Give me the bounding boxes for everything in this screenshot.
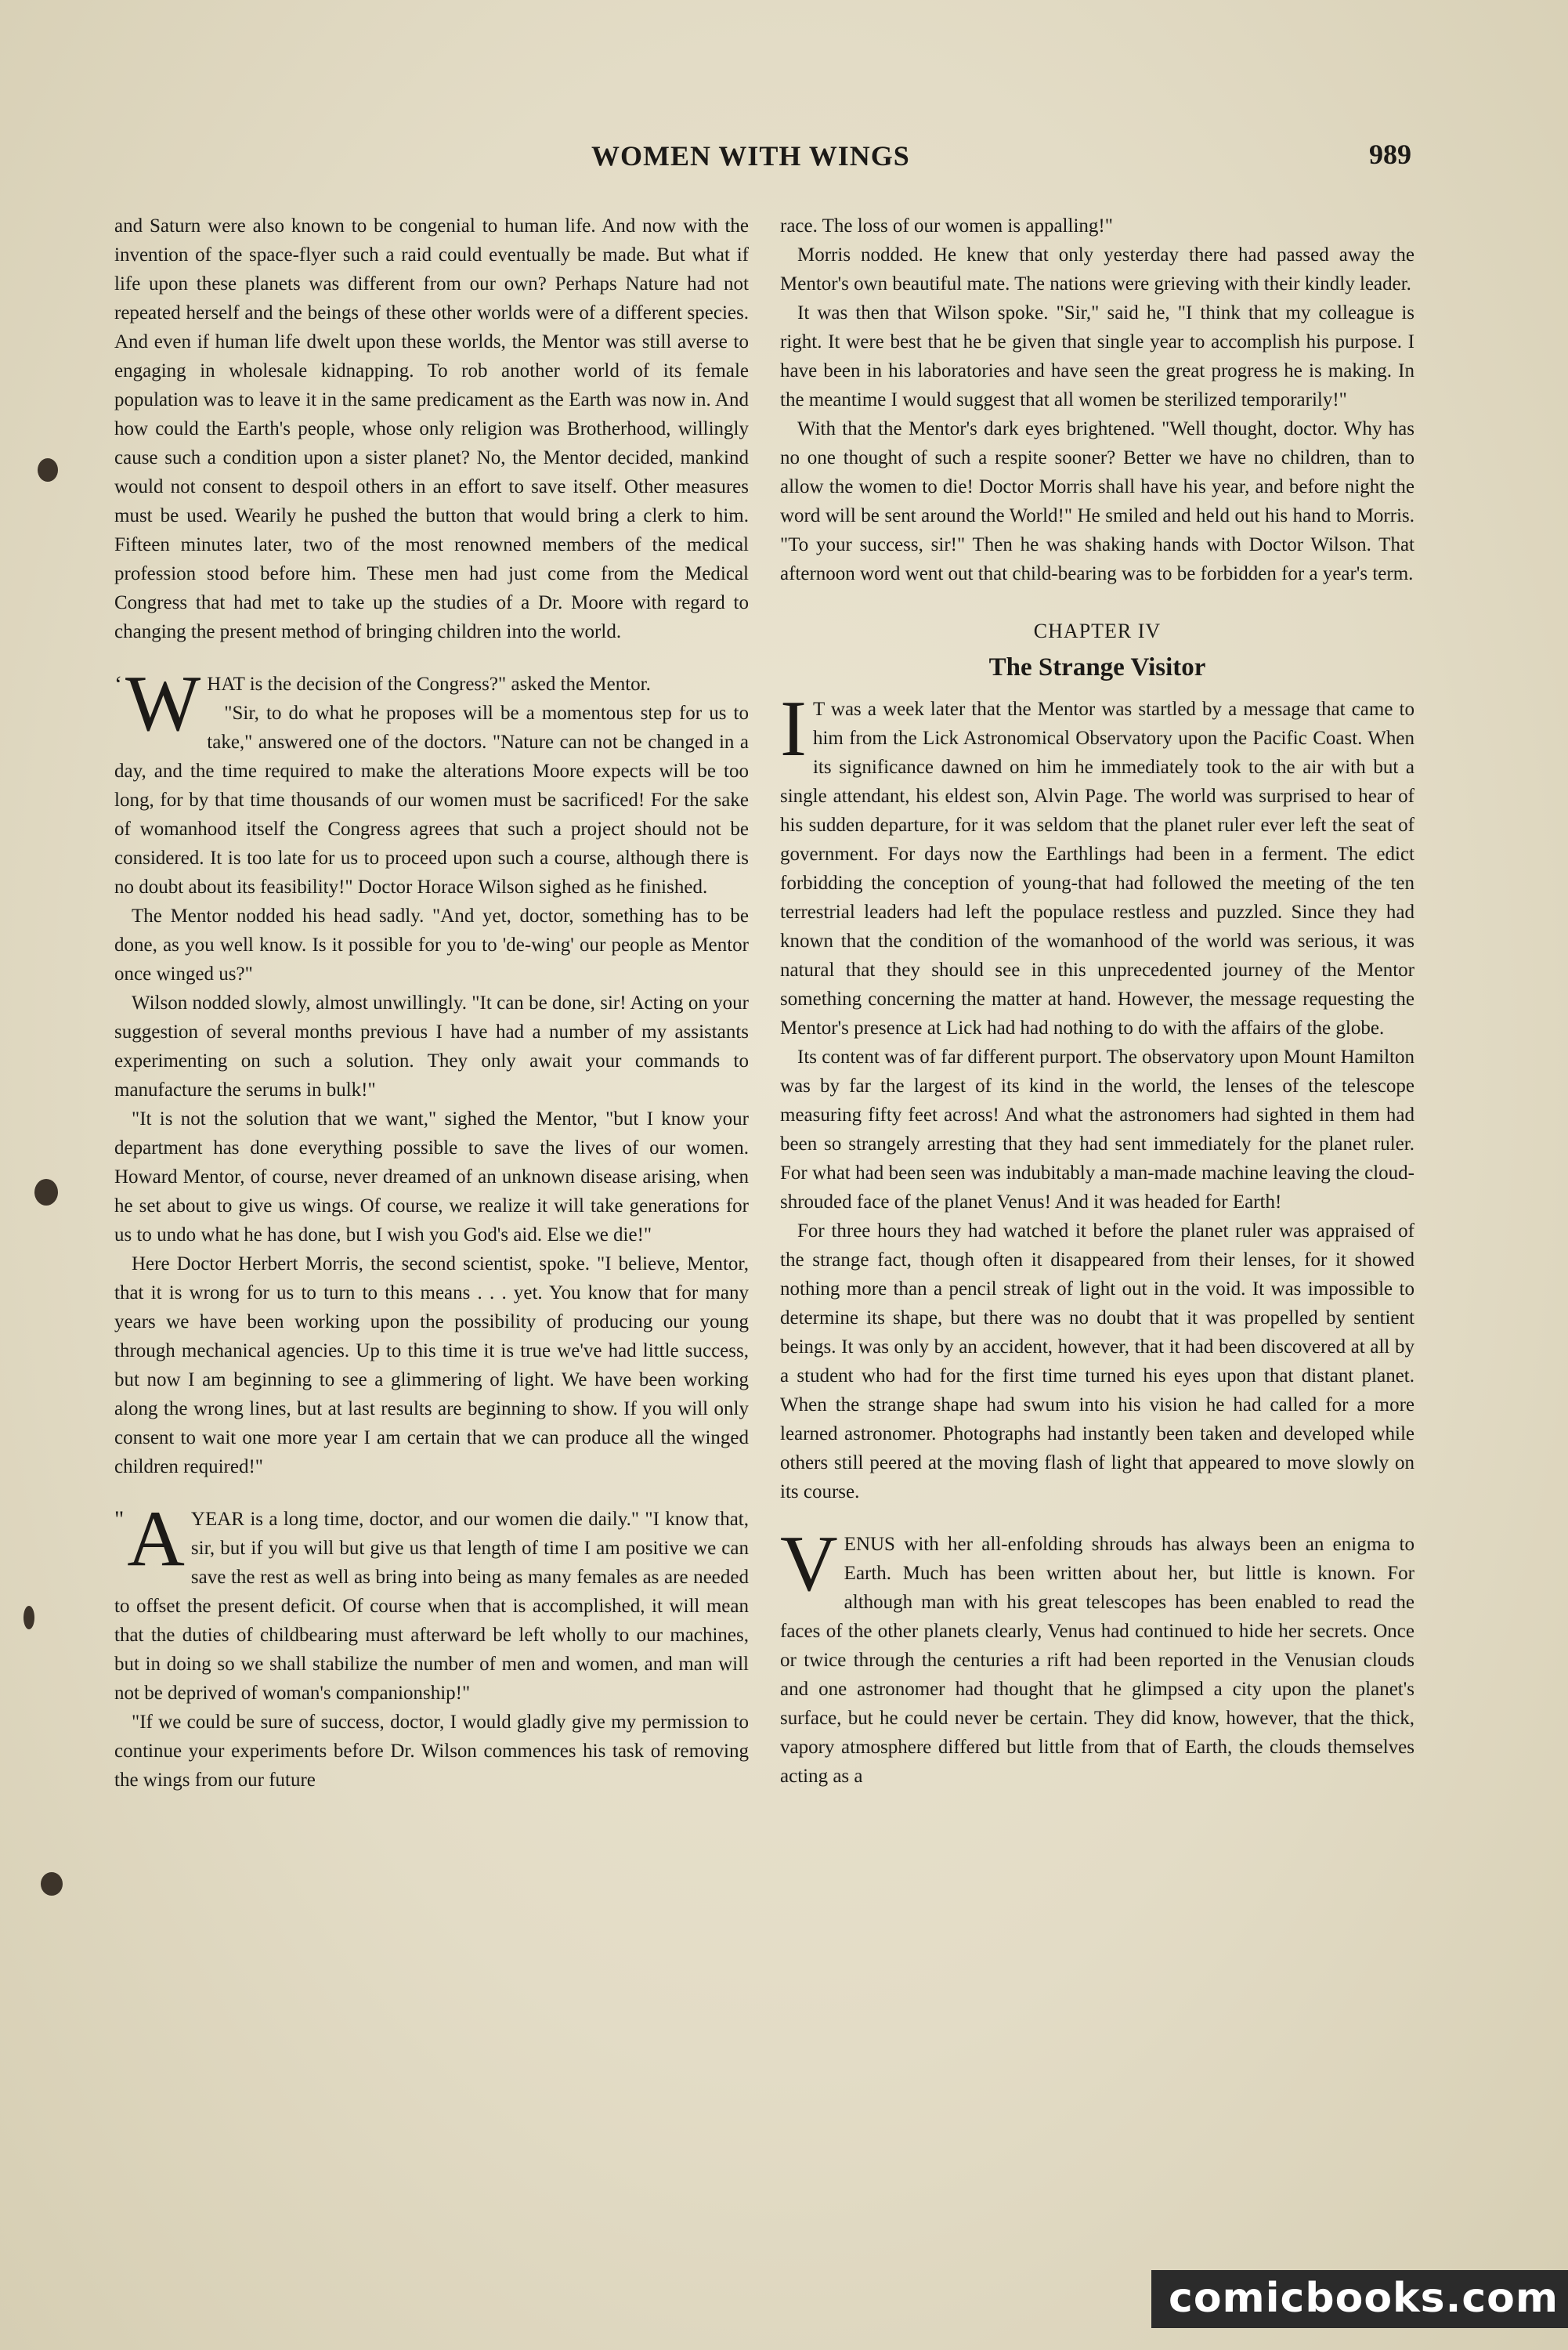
drop-cap: W	[125, 660, 201, 748]
paragraph: For three hours they had watched it before the planet ruler was appraised of the strange fact, though often it disappeared from their lenses, for it showed nothing more than a pencil streak of light out in the void. It was impossible to determine its shape, but there was no doubt that it was propelled by sentient beings. It was only by an accident, however, that it had been discovered at all by a student who had for the first time turned his eyes upon that distant planet. When the strange shape had swum into his vision he had called for a more learned astronomer. Photographs had instantly been taken and developed while others still peered at the moving flash of light that appeared to move slowly on its course.	[780, 1220, 1414, 1502]
paragraph-text: YEAR is a long time, doctor, and our women die daily." "I know that, sir, but if you will but give us that length of time I am positive we can save the rest as well as bring into being as many females as are needed to offset the present deficit. Of course when that is accomplished, it will mean that the duties of childbearing must afterward be left wholly to our machines, but in doing so we shall stabilize the number of men and women, and man will not be deprived of woman's companionship!"	[114, 1509, 749, 1704]
paragraph-text: T was a week later that the Mentor was startled by a message that came to him from the Lick Astronomical Observatory upon the Pacific Coast. When its significance dawned on him he immediately took to the air with but a single attendant, his eldest son, Alvin Page. The world was surprised to hear of his sudden departure, for it was seldom that the planet ruler ever left the seat of government. For days now the Earthlings had been in a ferment. The edict forbidding the conception of young-that had followed the meeting of the ten terrestrial leaders had left the populace restless and puzzled. Since they had known that the condition of the womanhood of the world was serious, it was natural that they should see in this unprecedented journey of the Mentor something concerning the matter at hand. However, the message requesting the Mentor's presence at Lick had had nothing to do with the affairs of the globe.	[780, 699, 1414, 1039]
drop-cap: A	[127, 1495, 185, 1583]
opening-quote: "	[114, 1506, 125, 1532]
paragraph: Wilson nodded slowly, almost unwillingly. "It can be done, sir! Acting on your suggestion of several months previous I have had a number of my assistants experimenting on such a solution. They only await your commands to manufacture the serums in bulk!"	[114, 992, 749, 1101]
drop-cap: I	[780, 685, 807, 773]
paragraph: With that the Mentor's dark eyes brightened. "Well thought, doctor. Why has no one thought of such a respite sooner? Better we have no children, than to allow the women to die! Doctor Morris shall have his year, and before night the word will be sent around the World!" He smiled and held out his hand to Morris. "To your success, sir!" Then he was shaking hands with Doctor Wilson. That afternoon word went out that child-bearing was to be forbidden for a year's term.	[780, 418, 1414, 584]
opening-quote: ‘	[114, 671, 122, 697]
paragraph: Morris nodded. He knew that only yesterday there had passed away the Mentor's own beautiful mate. The nations were grieving with their kindly leader.	[780, 244, 1414, 295]
binding-hole-stain	[41, 1872, 63, 1896]
paragraph: It was then that Wilson spoke. "Sir," said he, "I think that my colleague is right. It were best that he be given that single year to accomplish his purpose. I have been in his laboratories and have seen the great progress he is making. In the meantime I would suggest that all women be sterilized temporarily!"	[780, 302, 1414, 410]
site-watermark: comicbooks.com	[1151, 2270, 1568, 2328]
paragraph: Here Doctor Herbert Morris, the second scientist, spoke. "I believe, Mentor, that it is wrong for us to turn to this means . . . yet. You know that for many years we have been working upon the possibility of producing our young through mechanical agencies. Up to this time it is true we've had little success, but now I am beginning to see a glimmering of light. We have been working along the wrong lines, but at last results are beginning to show. If you will only consent to wait one more year I am certain that we can produce all the winged children required!"	[114, 1253, 749, 1477]
paragraph: race. The loss of our women is appalling!"	[780, 215, 1113, 237]
section-break	[114, 1481, 749, 1505]
chapter-title: The Strange Visitor	[988, 653, 1206, 682]
running-head: WOMEN WITH WINGS	[591, 140, 910, 172]
drop-cap: V	[780, 1520, 838, 1608]
binding-hole-stain	[38, 458, 58, 482]
chapter-heading: CHAPTER IV	[1033, 620, 1162, 642]
right-column	[780, 212, 1414, 1791]
section-break	[114, 646, 749, 670]
paragraph-text: HAT is the decision of the Congress?" asked the Mentor.	[207, 674, 651, 695]
paragraph: The Mentor nodded his head sadly. "And yet, doctor, something has to be done, as you well know. Is it possible for you to 'de-wing' our people as Mentor once winged us?"	[114, 906, 749, 985]
left-column	[114, 212, 749, 1795]
paragraph: Its content was of far different purport. The observatory upon Mount Hamilton was by far the largest of its kind in the world, the lenses of the telescope measuring fifty feet across! And what the astronomers had sighted in them had been so strangely arresting that they had sent immediately for the planet ruler. For what had been seen was indubitably a man-made machine leaving the cloud-shrouded face of the planet Venus! And it was headed for Earth!	[780, 1047, 1414, 1213]
binding-hole-stain	[23, 1606, 34, 1629]
page-number: 989	[1369, 139, 1411, 170]
paragraph: and Saturn were also known to be congenial to human life. And now with the invention of the space-flyer such a raid could eventually be made. But what if life upon these planets was different from our own? Perhaps Nature had not repeated herself and the beings of these other worlds were of a different species. And even if human life dwelt upon these worlds, the Mentor was still averse to engaging in wholesale kidnapping. To rob another world of its female population was to leave it in the same predicament as the Earth was now in. And how could the Earth's people, whose only religion was Brotherhood, willingly cause such a condition upon a sister planet? No, the Mentor decided, mankind would not consent to despoil others in an effort to save itself. Other measures must be used. Wearily he pushed the button that would bring a clerk to him. Fifteen minutes later, two of the most renowned members of the medical profession stood before him. These men had just come from the Medical Congress that had met to take up the studies of a Dr. Moore with regard to changing the present method of bringing children into the world.	[114, 215, 749, 642]
paragraph	[114, 660, 749, 748]
paragraph: "Sir, to do what he proposes will be a momentous step for us to take," answered one of the doctors. "Nature can not be changed in a day, and the time required to make the alterations Moore expects will be too long, for by that time thousands of our women must be sacrificed! For the sake of womanhood itself the Congress agrees that such a project should not be considered. It is too late for us to proceed upon such a course, although there is no doubt about its feasibility!" Doctor Horace Wilson sighed as he finished.	[114, 703, 749, 898]
paragraph	[780, 685, 1414, 1043]
binding-hole-stain	[34, 1179, 58, 1206]
paragraph: "If we could be sure of success, doctor, I would gladly give my permission to continue your experiments before Dr. Wilson commences his task of removing the wings from our future	[114, 1712, 749, 1791]
section-break	[780, 1506, 1414, 1530]
paragraph	[780, 1520, 1414, 1791]
paragraph: "It is not the solution that we want," sighed the Mentor, "but I know your department has done everything possible to save the lives of our women. Howard Mentor, of course, never dreamed of an unknown disease arising, when he set about to give us wings. Of course, we realize it will take generations for us to undo what he has done, but I wish you God's aid. Else we die!"	[114, 1108, 749, 1246]
paragraph-text: ENUS with her all-enfolding shrouds has always been an enigma to Earth. Much has been written about her, but little is known. For although man with his great telescopes has been enabled to read the faces of the other planets clearly, Venus had continued to hide her secrets. Once or twice through the centuries a rift had been reported in the Venusian clouds and one astronomer had thought that he glimpsed a city upon the planet's surface, but he could never be certain. They did know, however, that the thick, vapory atmosphere differed but little from that of Earth, the clouds themselves acting as a	[780, 1534, 1414, 1787]
paragraph	[114, 1495, 749, 1708]
